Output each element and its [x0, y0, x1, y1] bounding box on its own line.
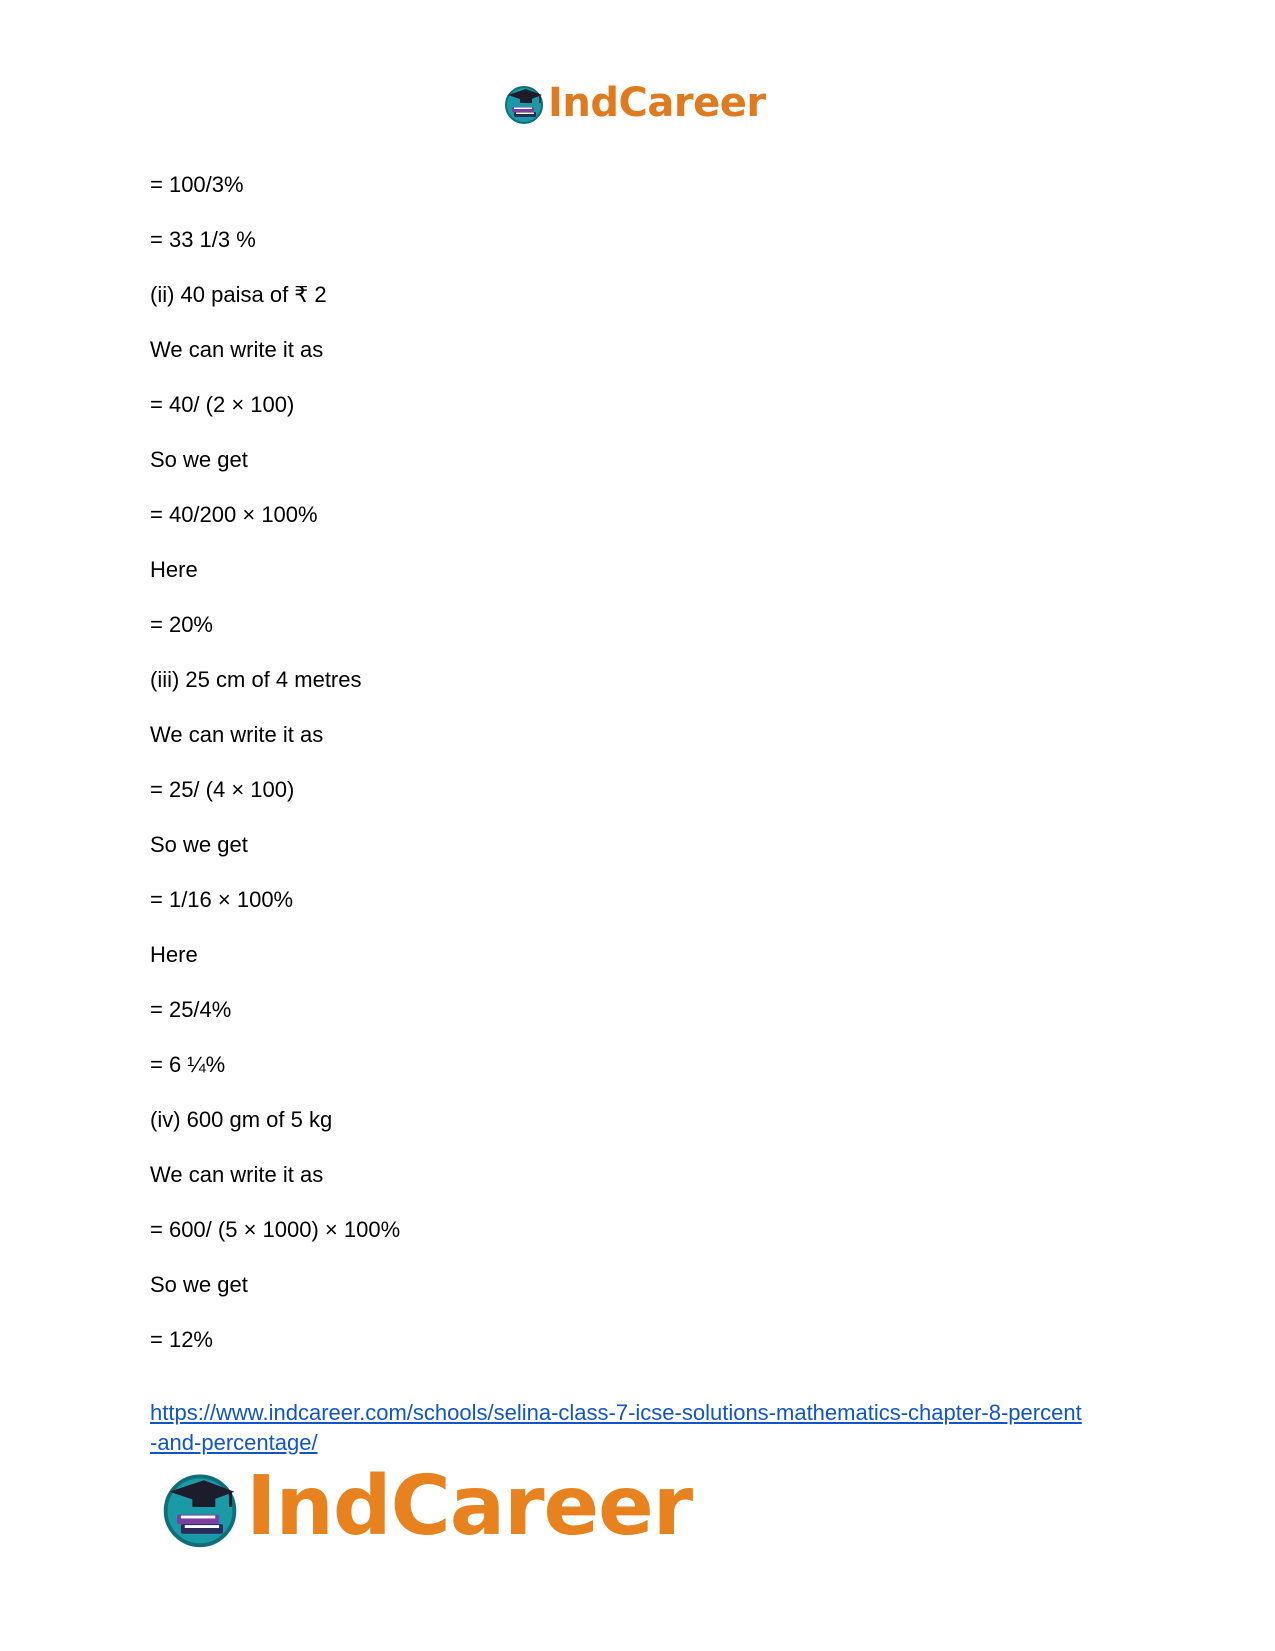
- header-logo-text: IndCareer: [548, 80, 766, 126]
- source-link-line-1: https://www.indcareer.com/schools/selina-class-7-icse-solutions-mathematics-chapter-8-percent: [150, 1400, 1082, 1425]
- text-line: = 40/ (2 × 100): [150, 392, 295, 417]
- text-line: = 25/4%: [150, 997, 232, 1022]
- document-body: [150, 172, 1130, 1382]
- text-line: We can write it as: [150, 722, 324, 747]
- text-line: = 600/ (5 × 1000) × 100%: [150, 1217, 401, 1242]
- source-link[interactable]: [150, 1398, 1130, 1458]
- text-line: So we get: [150, 1272, 248, 1297]
- text-line: (ii) 40 paisa of ₹ 2: [150, 282, 327, 307]
- text-line: (iii) 25 cm of 4 metres: [150, 667, 362, 692]
- text-line: So we get: [150, 447, 248, 472]
- text-line: = 33 1/3 %: [150, 227, 256, 252]
- graduation-cap-icon: [502, 81, 546, 125]
- text-line: = 40/200 × 100%: [150, 502, 318, 527]
- text-line: We can write it as: [150, 337, 324, 362]
- text-line: (iv) 600 gm of 5 kg: [150, 1107, 333, 1132]
- text-line: Here: [150, 557, 198, 582]
- text-line: We can write it as: [150, 1162, 324, 1187]
- header-logo: [502, 78, 766, 128]
- source-link-line-2: -and-percentage/: [150, 1430, 318, 1455]
- graduation-cap-icon: [158, 1465, 242, 1549]
- text-line: = 12%: [150, 1327, 213, 1352]
- text-line: So we get: [150, 832, 248, 857]
- text-line: = 20%: [150, 612, 213, 637]
- text-line: = 25/ (4 × 100): [150, 777, 295, 802]
- text-line: = 6 ¼%: [150, 1052, 226, 1077]
- text-line: = 100/3%: [150, 172, 244, 197]
- text-line: = 1/16 × 100%: [150, 887, 294, 912]
- footer-logo: [158, 1459, 693, 1554]
- text-line: Here: [150, 942, 198, 967]
- footer-logo-text: IndCareer: [246, 1459, 693, 1554]
